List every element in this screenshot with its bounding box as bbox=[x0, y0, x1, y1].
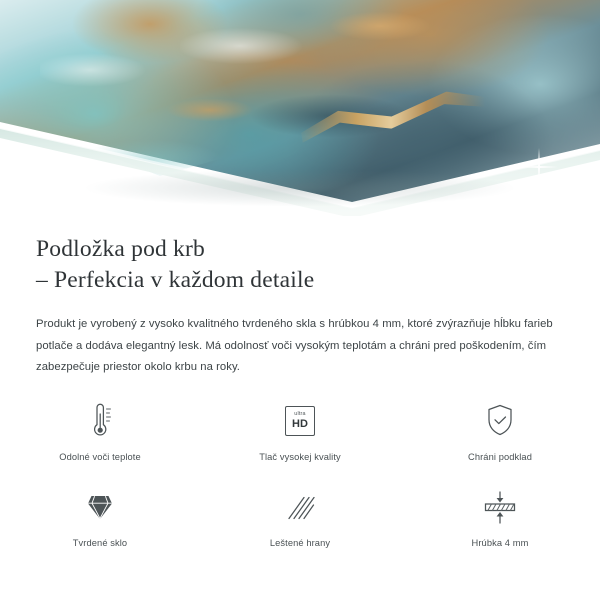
thermometer-icon bbox=[80, 398, 120, 444]
ultra-hd-badge-top: ultra bbox=[294, 411, 306, 418]
shield-check-icon bbox=[480, 398, 520, 444]
hero-image bbox=[0, 0, 600, 222]
feature-item-surface-protection bbox=[400, 396, 600, 482]
polished-edges-icon bbox=[280, 484, 320, 530]
page-title-line-2: – Perfekcia v každom detaile bbox=[36, 267, 315, 293]
feature-label: Tvrdené sklo bbox=[72, 538, 128, 548]
feature-label: Leštené hrany bbox=[269, 538, 331, 548]
page-title bbox=[0, 222, 600, 296]
feature-item-polished-edges bbox=[200, 482, 400, 568]
page-title-line-1: Podložka pod krb bbox=[36, 236, 205, 262]
feature-label: Odolné voči teplote bbox=[59, 452, 141, 462]
ultra-hd-badge-bottom: HD bbox=[292, 417, 308, 430]
thickness-icon bbox=[478, 484, 522, 530]
feature-label: Chráni podklad bbox=[468, 452, 532, 462]
feature-label: Hrúbka 4 mm bbox=[471, 538, 529, 548]
ultra-hd-icon bbox=[285, 398, 315, 444]
feature-item-temperature bbox=[0, 396, 200, 482]
feature-grid bbox=[0, 396, 600, 568]
diamond-icon bbox=[80, 484, 120, 530]
panel-shadow bbox=[0, 128, 600, 222]
text-content bbox=[0, 222, 600, 379]
feature-label: Tlač vysokej kvality bbox=[259, 452, 341, 462]
feature-item-print-quality bbox=[200, 396, 400, 482]
feature-item-tempered-glass bbox=[0, 482, 200, 568]
product-description: Produkt je vyrobený z vysoko kvalitného tvrdeného skla s hrúbkou 4 mm, ktoré zvýrazňuje hĺbku farieb potlače a dodáva elegantný lesk. Má odolnosť voči vysokým teplotám a chráni pred poškodením, čím zabezpečuje priestor okolo krbu na roky. bbox=[36, 318, 553, 373]
feature-item-thickness bbox=[400, 482, 600, 568]
